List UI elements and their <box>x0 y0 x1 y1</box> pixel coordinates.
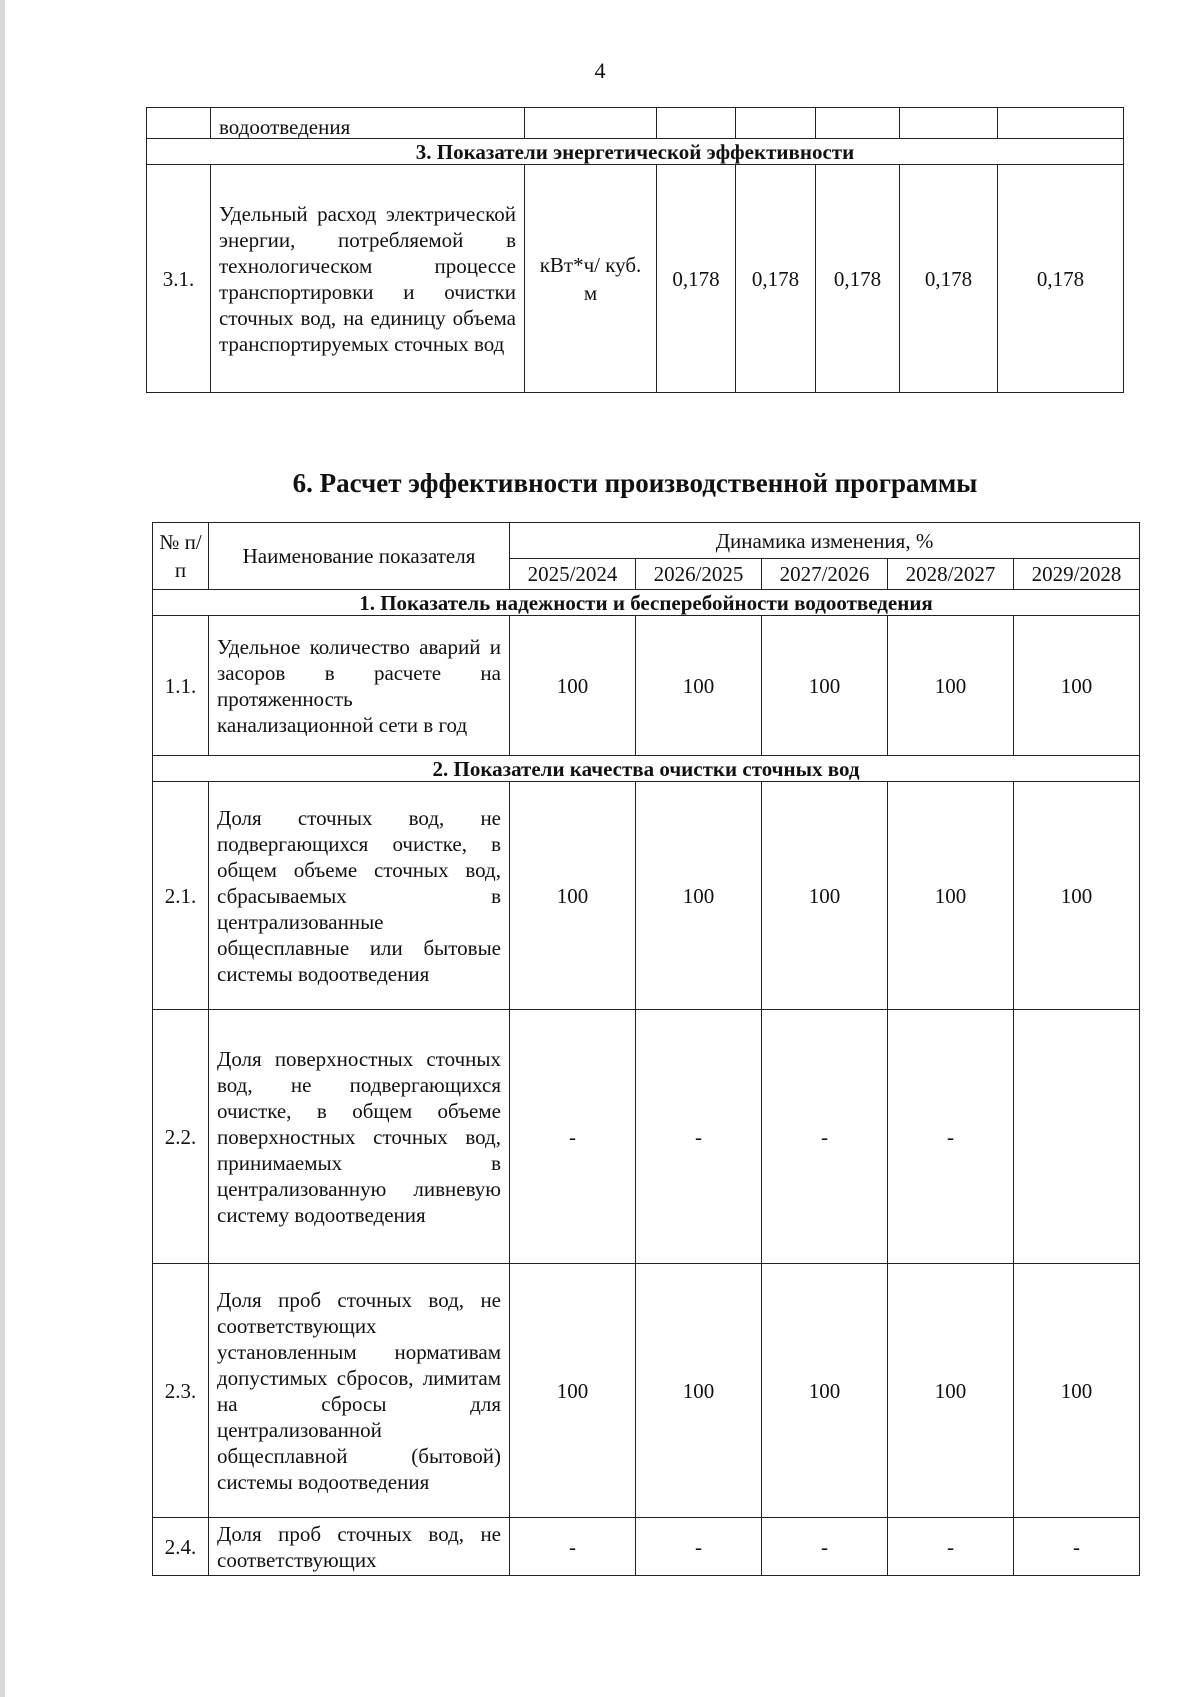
value-cell: - <box>888 1518 1014 1576</box>
table-row <box>153 1010 1140 1264</box>
table-row <box>147 108 1124 139</box>
section-row <box>147 139 1124 165</box>
table-cell <box>525 108 657 139</box>
table-cell <box>736 108 816 139</box>
header-year: 2027/2026 <box>762 559 888 590</box>
value-cell: 100 <box>510 616 636 756</box>
header-dynamics: Динамика изменения, % <box>510 523 1140 559</box>
value-cell: 100 <box>636 616 762 756</box>
row-number: 3.1. <box>147 165 211 393</box>
section-row <box>153 756 1140 782</box>
header-year: 2025/2024 <box>510 559 636 590</box>
table-cell <box>147 108 211 139</box>
value-cell: 100 <box>636 782 762 1010</box>
value-cell: 100 <box>1014 1264 1140 1518</box>
header-year: 2026/2025 <box>636 559 762 590</box>
value-cell: - <box>1014 1518 1140 1576</box>
value-cell: 0,178 <box>998 165 1124 393</box>
value-cell: - <box>762 1010 888 1264</box>
indicator-name: Доля поверхностных сточных вод, не подвергающихся очистке, в общем объеме поверхностных сточных вод, принимаемых в централизованную ливневую систему водоотведения <box>209 1010 510 1264</box>
header-year: 2029/2028 <box>1014 559 1140 590</box>
section-heading: 6. Расчет эффективности производственной программы <box>292 468 978 498</box>
scan-edge-shadow <box>0 0 5 1697</box>
table-row <box>153 1264 1140 1518</box>
section-2-title: 2. Показатели качества очистки сточных вод <box>153 756 1140 782</box>
continued-row-text: водоотведения <box>211 108 525 139</box>
value-cell: - <box>510 1010 636 1264</box>
value-cell: 100 <box>762 782 888 1010</box>
program-efficiency-table <box>152 522 1140 1576</box>
value-cell: 100 <box>636 1264 762 1518</box>
value-cell: 0,178 <box>657 165 736 393</box>
value-cell: - <box>510 1518 636 1576</box>
table-cell <box>900 108 998 139</box>
value-cell: 100 <box>510 1264 636 1518</box>
page-number: 4 <box>594 58 606 83</box>
value-cell: - <box>636 1518 762 1576</box>
row-number: 2.4. <box>153 1518 209 1576</box>
indicator-name: Удельное количество аварий и засоров в расчете на протяженность канализационной сети в год <box>209 616 510 756</box>
row-number: 2.1. <box>153 782 209 1010</box>
row-number: 2.3. <box>153 1264 209 1518</box>
table-row <box>147 165 1124 393</box>
section-1-title: 1. Показатель надежности и бесперебойности водоотведения <box>153 590 1140 616</box>
value-cell: 0,178 <box>816 165 900 393</box>
indicator-name: Удельный расход электрической энергии, потребляемой в технологическом процессе транспортировки и очистки сточных вод, на единицу объема транспортируемых сточных вод <box>211 165 525 393</box>
indicator-name: Доля проб сточных вод, не соответствующих <box>209 1518 510 1576</box>
value-cell: 100 <box>888 782 1014 1010</box>
value-cell: 100 <box>1014 616 1140 756</box>
header-name: Наименование показателя <box>209 523 510 590</box>
value-cell: 100 <box>762 616 888 756</box>
header-num: № п/п <box>153 523 209 590</box>
unit-cell: кВт*ч/ куб. м <box>525 165 657 393</box>
indicator-name: Доля проб сточных вод, не соответствующих установленным нормативам допустимых сбросов, лимитам на сбросы для централизованной общесплавной (бытовой) системы водоотведения <box>209 1264 510 1518</box>
value-cell: 100 <box>888 616 1014 756</box>
value-cell: - <box>888 1010 1014 1264</box>
value-cell: 0,178 <box>736 165 816 393</box>
table-cell <box>816 108 900 139</box>
indicator-name: Доля сточных вод, не подвергающихся очистке, в общем объеме сточных вод, сбрасываемых в централизованные общесплавные или бытовые системы водоотведения <box>209 782 510 1010</box>
table-row <box>153 616 1140 756</box>
value-cell: - <box>762 1518 888 1576</box>
value-cell: 100 <box>510 782 636 1010</box>
table-row <box>153 1518 1140 1576</box>
header-row <box>153 523 1140 559</box>
value-cell: 100 <box>762 1264 888 1518</box>
value-cell: - <box>636 1010 762 1264</box>
table-cell <box>998 108 1124 139</box>
table-cell <box>657 108 736 139</box>
row-number: 2.2. <box>153 1010 209 1264</box>
value-cell: 100 <box>888 1264 1014 1518</box>
row-number: 1.1. <box>153 616 209 756</box>
header-year: 2028/2027 <box>888 559 1014 590</box>
value-cell <box>1014 1010 1140 1264</box>
section-3-title: 3. Показатели энергетической эффективности <box>147 139 1124 165</box>
table-row <box>153 782 1140 1010</box>
section-row <box>153 590 1140 616</box>
energy-efficiency-table <box>146 107 1124 393</box>
value-cell: 100 <box>1014 782 1140 1010</box>
value-cell: 0,178 <box>900 165 998 393</box>
